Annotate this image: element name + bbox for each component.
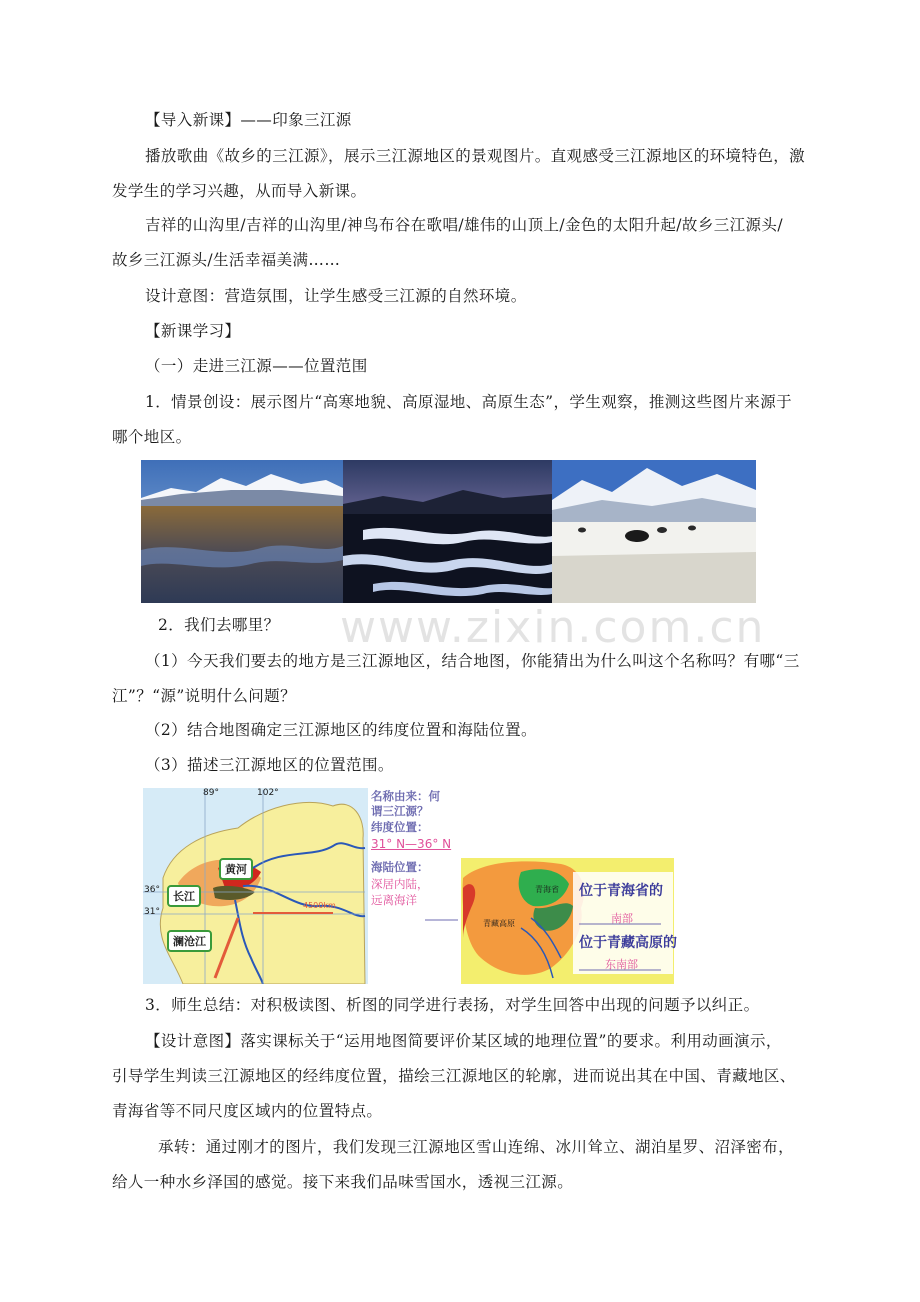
design-intent-2-line-2: 引导学生判读三江源地区的经纬度位置，描绘三江源地区的轮廓，进而说出其在中国、青藏地区、 (112, 1067, 796, 1085)
song-lyrics-line-1: 吉祥的山沟里/吉祥的山沟里/神鸟布谷在歌唱/雄伟的山顶上/金色的太阳升起/故乡三江源头/ (145, 216, 783, 234)
answer-sea-land-1: 深居内陆， (371, 877, 429, 891)
position-qinghai-title: 位于青海省的 (579, 883, 663, 899)
section-new-lesson-heading: 【新课学习】 (145, 322, 241, 340)
design-intent-1: 设计意图：营造氛围，让学生感受三江源的自然环境。 (145, 287, 527, 305)
position-qingzang-answer: 东南部 (605, 958, 638, 971)
question-where-heading: 2．我们去哪里？ (158, 616, 280, 634)
question-name-origin-2: 谓三江源？ (371, 804, 429, 818)
photo-alpine-plateau (141, 460, 343, 603)
question-2: （2）结合地图确定三江源地区的纬度位置和海陆位置。 (145, 721, 537, 739)
question-sea-land: 海陆位置： (371, 860, 429, 874)
transition-line-2: 给人一种水乡泽国的感觉。接下来我们品味雪国水，透视三江源。 (112, 1173, 574, 1191)
watermark: www.zixin.com.cn (340, 602, 766, 653)
position-qingzang-title: 位于青藏高原的 (579, 935, 677, 951)
river-label-changjiang: 长江 (167, 885, 201, 907)
transition-line-1: 承转：通过刚才的图片，我们发现三江源地区雪山连绵、冰川耸立、湖泊星罗、沼泽密布， (158, 1138, 795, 1156)
question-name-origin: 名称由来：何 (371, 789, 440, 803)
intro-paragraph-line-1: 播放歌曲《故乡的三江源》，展示三江源地区的景观图片。直观感受三江源地区的环境特色，激 (145, 147, 806, 165)
china-rivers-map (143, 788, 465, 984)
distance-label: 4500km (303, 901, 336, 910)
question-1-line-2: 江”？“源”说明什么问题？ (112, 687, 296, 705)
answer-sea-land-2: 远离海洋 (371, 893, 417, 907)
river-label-lancangjiang: 澜沧江 (167, 930, 212, 952)
design-intent-2-line-1: 【设计意图】落实课标关于“运用地图简要评价某区域的地理位置”的要求。利用动画演示， (145, 1032, 782, 1050)
longitude-label-89: 89° (203, 788, 219, 798)
teacher-summary: 3．师生总结：对积极读图、析图的同学进行表扬，对学生回答中出现的问题予以纠正。 (145, 996, 760, 1014)
latitude-label-31: 31° (144, 907, 160, 917)
answer-latitude: 31° N—36° N (371, 837, 452, 851)
latitude-label-36: 36° (144, 885, 160, 895)
question-latitude: 纬度位置： (371, 820, 429, 834)
longitude-label-102: 102° (257, 788, 279, 798)
design-intent-2-line-3: 青海省等不同尺度区域内的位置特点。 (112, 1102, 383, 1120)
photo-snowy-yak-grassland (552, 460, 756, 603)
scenario-line-1: 1．情景创设：展示图片“高寒地貌、高原湿地、高原生态”，学生观察，推测这些图片来源于 (145, 393, 793, 411)
qinghai-province-label: 青海省 (535, 885, 559, 894)
question-1-line-1: （1）今天我们要去的地方是三江源地区，结合地图，你能猜出为什么叫这个名称吗？有哪“三 (145, 652, 800, 670)
photo-wetland-sunset (343, 460, 552, 603)
position-qinghai-answer: 南部 (611, 912, 633, 925)
song-lyrics-line-2: 故乡三江源头/生活幸福美满…… (112, 251, 341, 269)
river-label-huanghe: 黄河 (219, 858, 253, 880)
qingzang-plateau-label: 青藏高原 (483, 919, 515, 928)
question-3: （3）描述三江源地区的位置范围。 (145, 756, 394, 774)
subsection-location-heading: （一）走进三江源——位置范围 (145, 357, 368, 375)
intro-paragraph-line-2: 发学生的学习兴趣，从而导入新课。 (112, 182, 367, 200)
qinghai-location-map (461, 858, 677, 984)
section-intro-heading: 【导入新课】——印象三江源 (145, 111, 352, 129)
scenario-line-2: 哪个地区。 (112, 428, 192, 446)
